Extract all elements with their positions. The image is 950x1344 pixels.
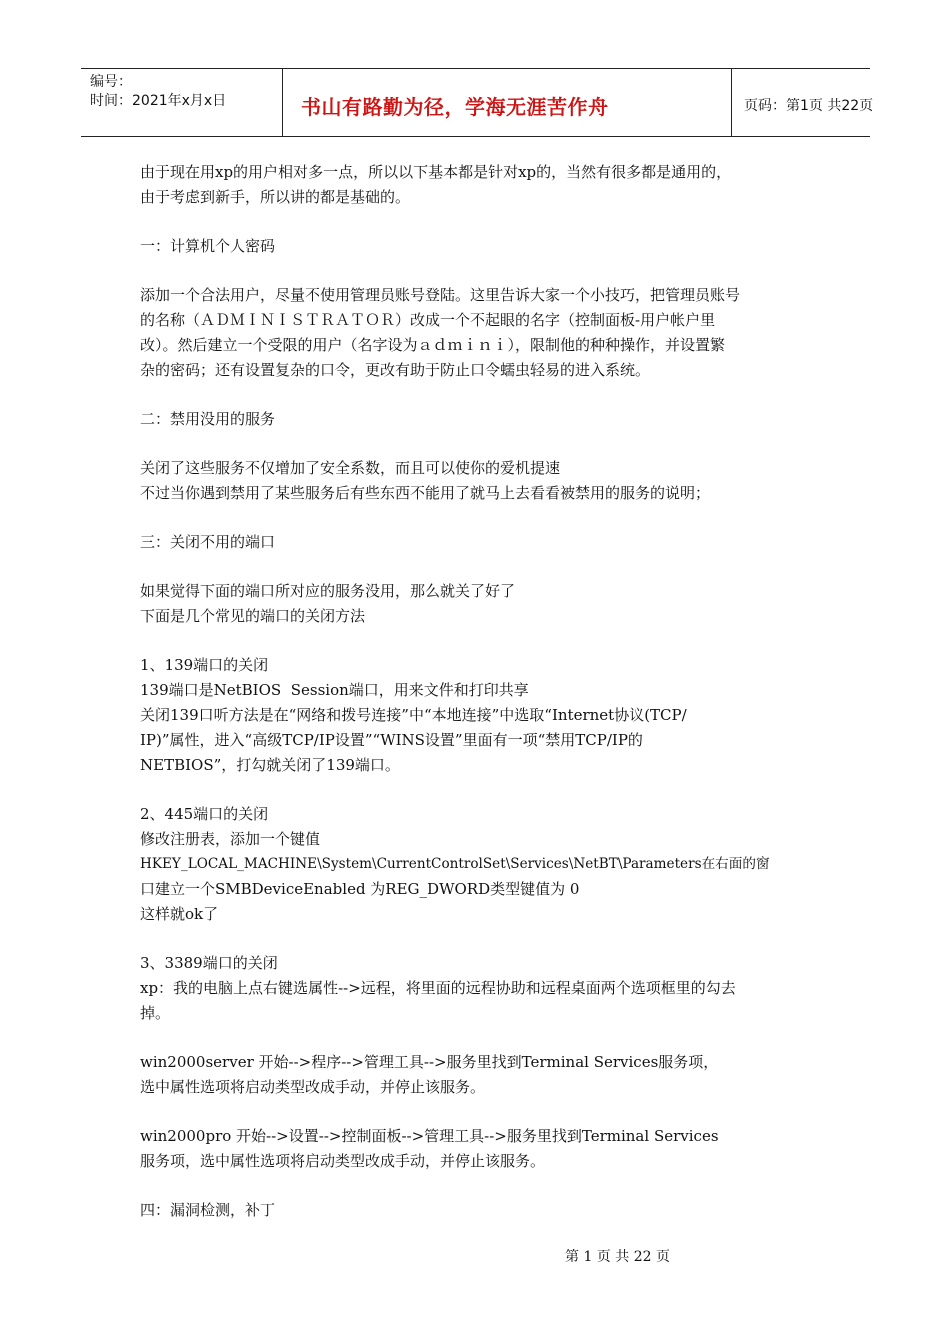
paragraph-line: NETBIOS”，打勾就关闭了139端口。 [140,756,400,774]
paragraph-line: xp：我的电脑上点右键选属性-->远程，将里面的远程协助和远程桌面两个选项框里的勾去 [140,979,736,997]
paragraph-line: 选中属性选项将启动类型改成手动，并停止该服务。 [140,1078,486,1096]
header-page-cell [732,69,874,136]
paragraph-line: 关闭139口听方法是在“网络和拨号连接”中“本地连接”中选取“Internet协议(TCP/ [140,706,687,724]
header-page-code: 页码：第1页 共22页 [744,98,874,114]
paragraph-line: win2000server 开始-->程序-->管理工具-->服务里找到Terminal Services服务项， [140,1053,719,1071]
paragraph-line: 添加一个合法用户，尽量不使用管理员账号登陆。这里告诉大家一个小技巧，把管理员账号 [140,286,741,304]
page-footer: 第 1 页 共 22 页 [565,1249,670,1265]
paragraph-line: 杂的密码；还有设置复杂的口令，更改有助于防止口令蠕虫轻易的进入系统。 [140,361,651,379]
paragraph-line: 下面是几个常见的端口的关闭方法 [140,607,366,625]
paragraph-line: 由于现在用xp的用户相对多一点，所以以下基本都是针对xp的，当然有很多都是通用的， [140,163,732,181]
document-body [140,160,812,1223]
document-number-label: 编号： [90,74,132,90]
paragraph-line: HKEY_LOCAL_MACHINE\System\CurrentControlSet\Services\NetBT\Parameters在右面的窗 [140,856,770,872]
header-motto: 书山有路勤为径，学海无涯苦作舟 [301,95,609,119]
paragraph-line: IP)”属性，进入“高级TCP/IP设置”“WINS设置”里面有一项“禁用TCP/IP的 [140,731,643,749]
paragraph-line: 修改注册表，添加一个键值 [140,830,321,848]
paragraph-line: 的名称（ＡＤＭＩＮＩＳＴＲＡＴＯＲ）改成一个不起眼的名字（控制面板-用户帐户里 [140,311,716,329]
paragraph-line: 掉。 [140,1004,171,1022]
subsection-heading: 2、445端口的关闭 [140,805,269,823]
paragraph-line: 如果觉得下面的端口所对应的服务没用，那么就关了好了 [140,582,516,600]
paragraph-line: 这样就ok了 [140,905,219,923]
subsection-heading: 3、3389端口的关闭 [140,954,278,972]
document-header [81,68,874,137]
section-heading: 一：计算机个人密码 [140,237,276,255]
section-heading: 三：关闭不用的端口 [140,533,276,551]
paragraph-line: 139端口是NetBIOS Session端口，用来文件和打印共享 [140,681,529,699]
section-heading: 二：禁用没用的服务 [140,410,276,428]
section-heading: 四：漏洞检测，补丁 [140,1201,276,1219]
subsection-heading: 1、139端口的关闭 [140,656,269,674]
paragraph-line: 改）。然后建立一个受限的用户（名字设为ａｄｍｉｎｉ），限制他的种种操作，并设置繁 [140,336,726,354]
paragraph-line: 不过当你遇到禁用了某些服务后有些东西不能用了就马上去看看被禁用的服务的说明； [140,484,711,502]
document-date-label: 时间：2021年x月x日 [90,93,227,109]
header-motto-cell [283,69,732,136]
paragraph-line: 关闭了这些服务不仅增加了安全系数，而且可以使你的爱机提速 [140,459,561,477]
paragraph-line: win2000pro 开始-->设置-->控制面板-->管理工具-->服务里找到Terminal Services [140,1127,719,1145]
paragraph-line: 服务项，选中属性选项将启动类型改成手动，并停止该服务。 [140,1152,546,1170]
header-meta-cell [81,69,283,136]
paragraph-line: 口建立一个SMBDeviceEnabled 为REG_DWORD类型键值为 0 [140,880,580,898]
paragraph-line: 由于考虑到新手，所以讲的都是基础的。 [140,188,411,206]
